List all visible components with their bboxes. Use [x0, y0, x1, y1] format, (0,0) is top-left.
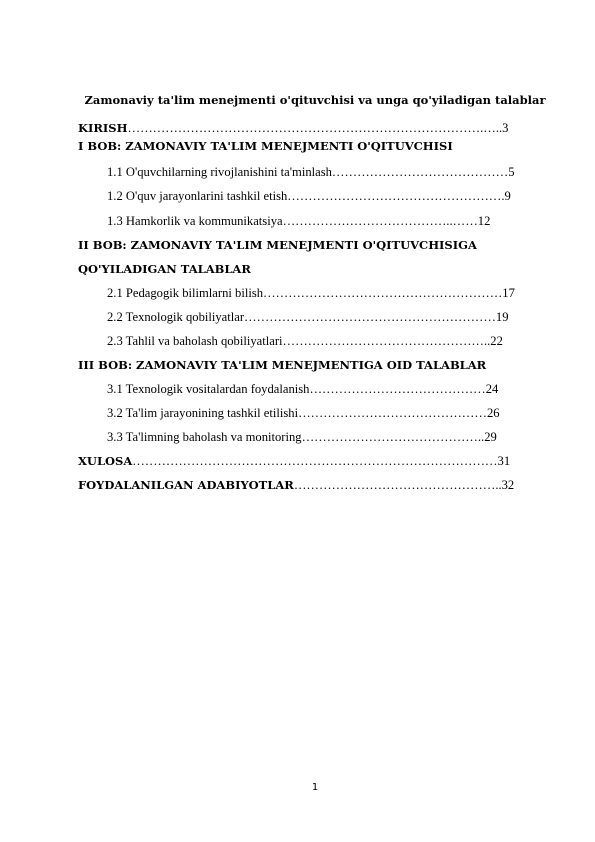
toc-entry-xulosa	[78, 454, 510, 469]
toc-chapter-2-line-1: II BOB: ZAMONAVIY TA'LIM MENEJMENTI O'QITUVCHISIGA	[78, 238, 477, 252]
toc-leader: ……………………………………………………………………………	[132, 454, 498, 468]
toc-section-1-2: 1.2 O'quv jarayonlarini tashkil etish…………………………………………….9	[107, 189, 511, 203]
toc-entry-label: KIRISH	[78, 121, 128, 135]
toc-page-number: 3	[502, 121, 509, 135]
toc-section-1-3: 1.3 Hamkorlik va kommunikatsiya…………………………………..……12	[107, 214, 491, 228]
toc-page-number: 31	[497, 454, 511, 468]
toc-entry-foydalanilgan-adabiyotlar	[78, 478, 514, 493]
toc-section-2-1: 2.1 Pedagogik bilimlarni bilish…………………………………………………17	[107, 286, 515, 300]
toc-section-2-3: 2.3 Tahlil va baholash qobiliyatlari…………………………………………..22	[107, 334, 503, 348]
toc-section-1-1: 1.1 O'quvchilarning rivojlanishini ta'minlash……………………………………5	[107, 165, 515, 179]
toc-section-2-2: 2.2 Texnologik qobiliyatlar……………………………………………………19	[107, 310, 509, 324]
toc-chapter-2-line-2: QO'YILADIGAN TALABLAR	[78, 262, 251, 276]
toc-leader: ………………………………………………………………………….…..	[127, 121, 503, 135]
toc-section-3-2: 3.2 Ta'lim jarayonining tashkil etilishi………………………………………26	[107, 406, 500, 420]
toc-section-3-3: 3.3 Ta'limning baholash va monitoring……………………………………..29	[107, 430, 497, 444]
toc-leader: …………………………………………..	[293, 478, 502, 492]
toc-chapter-1: I BOB: ZAMONAVIY TA'LIM MENEJMENTI O'QITUVCHISI	[78, 139, 453, 153]
toc-entry-kirish	[78, 121, 508, 136]
toc-page-number: 32	[501, 478, 515, 492]
document-title: Zamonaviy ta'lim menejmenti o'qituvchisi va unga qo'yiladigan talablar	[84, 93, 546, 107]
toc-section-3-1: 3.1 Texnologik vositalardan foydalanish……………………………………24	[107, 382, 499, 396]
page-number: 1	[311, 782, 319, 793]
toc-entry-label: FOYDALANILGAN ADABIYOTLAR	[78, 478, 294, 492]
toc-chapter-3: III BOB: ZAMONAVIY TA'LIM MENEJMENTIGA OID TALABLAR	[78, 358, 487, 372]
toc-entry-label: XULOSA	[78, 454, 133, 468]
